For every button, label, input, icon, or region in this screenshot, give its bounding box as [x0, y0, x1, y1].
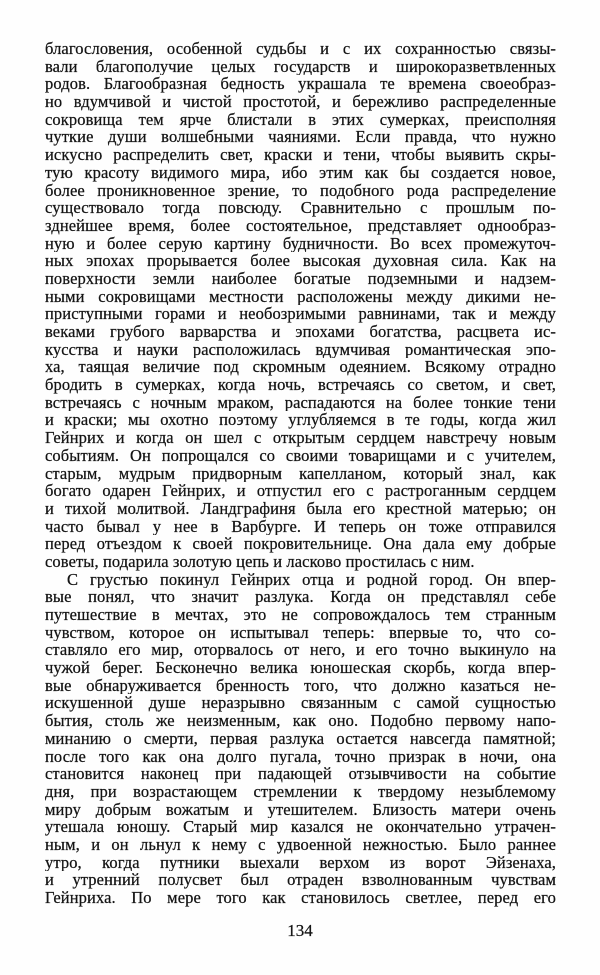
text-line: ставляло его мир, оторвалось от него, и его точно выкинуло на: [45, 641, 556, 660]
text-line: старым, мудрым придворным капелланом, который знал, как: [45, 464, 556, 483]
text-line: ным, и он льнул к нему с удвоенной нежностью. Было раннее: [45, 835, 556, 854]
text-line: приступными горами и необозримыми равнинами, так и между: [45, 305, 556, 323]
text-line: чуткие души волшебными чаяниями. Если правда, что нужно: [45, 128, 556, 147]
text-line: минанию о смерти, первая разлука остается навсегда памятной;: [45, 729, 556, 748]
text-line: родов. Благообразная бедность украшала те времена своеобраз-: [45, 75, 556, 94]
text-line: встречаясь с ночным мраком, распадаются на более тонкие тени: [45, 393, 556, 412]
text-line: перед отъездом к своей покровительнице. Она дала ему добрые: [45, 535, 556, 553]
text-line: путешествие в мечтах, это не сопровождалось тем странным: [45, 606, 556, 624]
text-line: тую красоту видимого мира, ибо этим как бы создается новое,: [45, 163, 556, 182]
text-line: богато одарен Гейнрих, и отпустил его с растроганным сердцем: [45, 482, 556, 500]
text-line: бытия, столь же неизменным, как оно. Подобно первому напо-: [45, 712, 556, 730]
text-line: и тихой молитвой. Ландграфиня была его крестной матерью; он: [45, 499, 556, 518]
text-line: бродить в сумерках, когда ночь, встречаясь со светом, и свет,: [45, 376, 556, 394]
text-line: но вдумчивой и чистой простотой, и бережливо распределенные: [45, 93, 556, 111]
text-line: становится наконец при падающей отзывчивости на событие: [45, 765, 556, 783]
text-line: кусства и науки расположилась вдумчивая романтическая эпо-: [45, 340, 556, 359]
text-line: и краски; мы охотно поэтому углубляемся в те годы, когда жил: [45, 411, 556, 430]
text-line: ными сокровищами местности расположены между дикими не-: [45, 287, 556, 306]
text-line: ную и более серую картину будничности. Во всех промежуточ-: [45, 234, 556, 253]
page-number: 134: [287, 921, 313, 940]
text-line: вые обнаруживается бренность того, что должно казаться не-: [45, 676, 556, 695]
text-line: зднейшее время, более состоятельное, представляет однообраз-: [45, 216, 556, 235]
text-line: после того как она долго пугала, точно призрак в ночи, она: [45, 747, 556, 766]
text-line: дня, при возрастающем стремлении к твердому незыблемому: [45, 782, 556, 801]
text-line: утро, когда путники выехали верхом из ворот Эйзенаха,: [45, 853, 556, 872]
text-line: и утренний полусвет был отраден взволнованным чувствам: [45, 871, 556, 889]
text-line: миру добрым вожатым и утешителем. Близость матери очень: [45, 800, 556, 819]
text-line: благословения, особенной судьбы и с их сохранностью связы-: [45, 40, 556, 58]
text-line: С грустью покинул Гейнрих отца и родной город. Он впер-: [67, 570, 556, 589]
text-line: вали благополучие целых государств и широкоразветвленных: [45, 57, 556, 76]
text-line: Гейнриха. По мере того как становилось светлее, перед его: [45, 889, 556, 907]
text-line: более проникновенное зрение, то подобного рода распределение: [45, 181, 556, 200]
text-line: ных эпохах прорывается более высокая духовная сила. Как на: [45, 252, 556, 270]
text-line: искушенной душе неразрывно связанным с самой сущностью: [45, 694, 556, 713]
text-line: утешала юношу. Старый мир казался не окончательно утрачен-: [45, 818, 556, 836]
text-line: сокровища тем ярче блистали в этих сумерках, преисполняя: [45, 110, 556, 129]
text-line: искусно распределить свет, краски и тени, чтобы выявить скры-: [45, 146, 556, 164]
paragraph: [45, 571, 556, 907]
text-line: событиям. Он попрощался со своими товарищами и с учителем,: [45, 446, 556, 465]
text-line: ха, таящая величие под скромным одеянием. Всякому отрадно: [45, 358, 556, 377]
text-line: поверхности земли наиболее богатые подземными и надзем-: [45, 269, 556, 288]
text-line: Гейнрих и когда он шел с открытым сердцем навстречу новым: [45, 429, 556, 447]
text-line: веками грубого варварства и эпохами богатства, расцвета ис-: [45, 323, 556, 341]
text-line: чужой берег. Бесконечно велика юношеская скорбь, когда впер-: [45, 659, 556, 677]
text-line: советы, подарила золотую цепь и ласково простилась с ним.: [45, 552, 475, 571]
paragraph: [45, 40, 556, 571]
text-line: вые понял, что значит разлука. Когда он представлял себе: [45, 588, 556, 606]
text-line: часто бывал у нее в Варбурге. И теперь он тоже отправился: [45, 517, 556, 536]
text-block: [45, 40, 556, 907]
text-line: чувством, которое он испытывал теперь: впервые то, что со-: [45, 623, 556, 642]
text-line: существовало тогда повсюду. Сравнительно с прошлым по-: [45, 199, 556, 217]
